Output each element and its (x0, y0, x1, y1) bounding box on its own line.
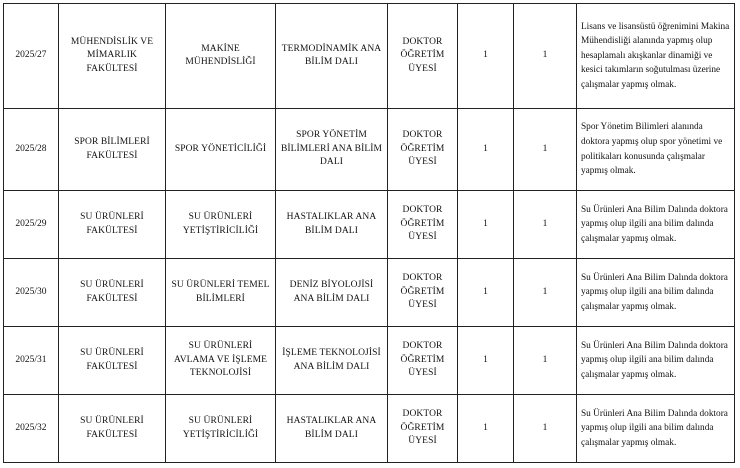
title-cell: DOKTOR ÖĞRETİM ÜYESİ (388, 395, 458, 463)
count-cell: 1 (514, 191, 577, 259)
program-cell: SPOR YÖNETİCİLİĞİ (166, 109, 276, 191)
department-cell: TERMODİNAMİK ANA BİLİM DALI (276, 4, 388, 109)
requirement-cell: Su Ürünleri Ana Bilim Dalında doktora yapmış olup ilgili ana bilim dalında çalışmalar yapmış olmak. (577, 327, 735, 395)
table-row (4, 4, 735, 109)
faculty-cell: MÜHENDİSLİK VE MİMARLIK FAKÜLTESİ (59, 4, 166, 109)
department-cell: İŞLEME TEKNOLOJİSİ ANA BİLİM DALI (276, 327, 388, 395)
requirement-cell: Su Ürünleri Ana Bilim Dalında doktora yapmış olup ilgili ana bilim dalında çalışmalar yapmış olmak. (577, 259, 735, 327)
title-cell: DOKTOR ÖĞRETİM ÜYESİ (388, 327, 458, 395)
title-cell: DOKTOR ÖĞRETİM ÜYESİ (388, 109, 458, 191)
department-cell: HASTALIKLAR ANA BİLİM DALI (276, 395, 388, 463)
count-cell: 1 (514, 395, 577, 463)
count-cell: 1 (514, 109, 577, 191)
department-cell: DENİZ BİYOLOJİSİ ANA BİLİM DALI (276, 259, 388, 327)
count-cell: 1 (458, 327, 514, 395)
program-cell: SU ÜRÜNLERİ TEMEL BİLİMLERİ (166, 259, 276, 327)
ilan-no-cell: 2025/28 (4, 109, 59, 191)
count-cell: 1 (458, 259, 514, 327)
title-cell: DOKTOR ÖĞRETİM ÜYESİ (388, 259, 458, 327)
ilan-no-cell: 2025/30 (4, 259, 59, 327)
count-cell: 1 (458, 4, 514, 109)
faculty-cell: SU ÜRÜNLERİ FAKÜLTESİ (59, 191, 166, 259)
faculty-cell: SU ÜRÜNLERİ FAKÜLTESİ (59, 327, 166, 395)
department-cell: HASTALIKLAR ANA BİLİM DALI (276, 191, 388, 259)
ilan-no-cell: 2025/31 (4, 327, 59, 395)
title-cell: DOKTOR ÖĞRETİM ÜYESİ (388, 4, 458, 109)
count-cell: 1 (514, 327, 577, 395)
department-cell: SPOR YÖNETİM BİLİMLERİ ANA BİLİM DALI (276, 109, 388, 191)
requirement-cell: Su Ürünleri Ana Bilim Dalında doktora yapmış olup ilgili ana bilim dalında çalışmalar yapmış olmak. (577, 191, 735, 259)
table-row (4, 395, 735, 463)
title-cell: DOKTOR ÖĞRETİM ÜYESİ (388, 191, 458, 259)
count-cell: 1 (514, 259, 577, 327)
table-row (4, 109, 735, 191)
count-cell: 1 (458, 395, 514, 463)
faculty-cell: SU ÜRÜNLERİ FAKÜLTESİ (59, 395, 166, 463)
program-cell: SU ÜRÜNLERİ AVLAMA VE İŞLEME TEKNOLOJİSİ (166, 327, 276, 395)
table-row (4, 327, 735, 395)
requirement-cell: Spor Yönetim Bilimleri alanında doktora yapmış olup spor yönetimi ve politikaları konusunda çalışmalar yapmış olmak. (577, 109, 735, 191)
requirement-cell: Lisans ve lisansüstü öğrenimini Makina Mühendisliği alanında yapmış olup hesaplamalı akışkanlar dinamiği ve kesici takımların soğutulması üzerine çalışmalar yapmış olmak. (577, 4, 735, 109)
faculty-cell: SPOR BİLİMLERİ FAKÜLTESİ (59, 109, 166, 191)
position-table (3, 3, 735, 463)
count-cell: 1 (458, 191, 514, 259)
requirement-cell: Su Ürünleri Ana Bilim Dalında doktora yapmış olup ilgili ana bilim dalında çalışmalar yapmış olmak. (577, 395, 735, 463)
ilan-no-cell: 2025/27 (4, 4, 59, 109)
program-cell: SU ÜRÜNLERİ YETİŞTİRİCİLİĞİ (166, 395, 276, 463)
ilan-no-cell: 2025/32 (4, 395, 59, 463)
table-row (4, 259, 735, 327)
ilan-no-cell: 2025/29 (4, 191, 59, 259)
program-cell: SU ÜRÜNLERİ YETİŞTİRİCİLİĞİ (166, 191, 276, 259)
faculty-cell: SU ÜRÜNLERİ FAKÜLTESİ (59, 259, 166, 327)
table-row (4, 191, 735, 259)
count-cell: 1 (458, 109, 514, 191)
count-cell: 1 (514, 4, 577, 109)
program-cell: MAKİNE MÜHENDİSLİĞİ (166, 4, 276, 109)
